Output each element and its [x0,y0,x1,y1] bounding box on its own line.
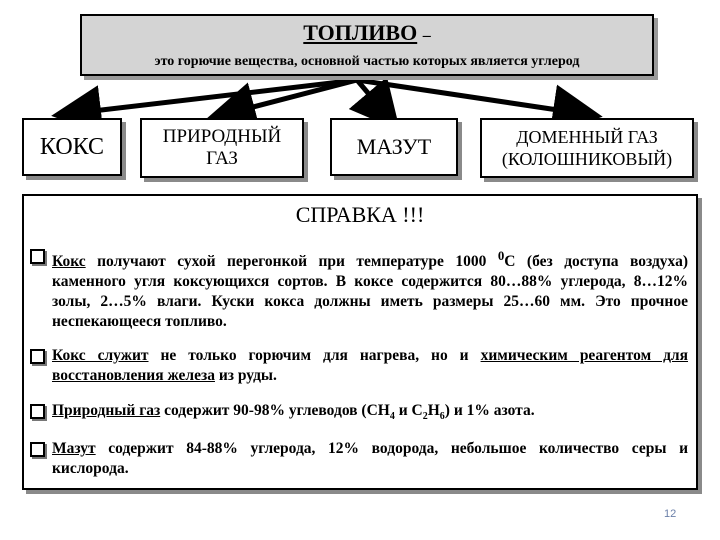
item-text: и С [394,402,423,419]
reference-panel [22,194,698,490]
fuel-definition: это горючие вещества, основной частью которых является углерод [154,53,580,69]
checkbox-bullet-icon [30,442,45,457]
item-text-cont: С (без доступа воздуха) каменного угля коксующихся сортов. В коксе содержится 80…88% углерода, 8…12% золы, 2…5% влаги. Куски кокса должны иметь размеры 25…60 мм. Это прочное неспекающееся топливо. [52,253,688,331]
subscript: 2 [422,411,428,423]
arrow-to-coke [76,80,357,113]
fuel-natural-gas-label-line2: ГАЗ [206,148,238,169]
reference-item-coke-usage [30,346,688,386]
term-natural-gas: Природный газ [52,402,161,419]
checkbox-bullet-icon [30,404,45,419]
item-text: ) и 1% азота. [444,402,535,419]
subscript: 4 [389,411,395,423]
checkbox-bullet-icon [30,349,45,364]
fuel-mazut-label: МАЗУТ [356,134,432,159]
item-text-cont: из руды. [214,367,277,384]
fuel-natural-gas-label-line1: ПРИРОДНЫЙ [162,126,282,147]
fuel-coke-label: КОКС [39,133,105,160]
fuel-blast-gas-label-line1: ДОМЕННЫЙ ГАЗ [516,127,658,147]
fuel-blast-gas-label-line2: (КОЛОШНИКОВЫЙ) [501,149,673,169]
fuel-natural-gas-box [140,118,304,178]
reference-item-mazut [30,439,688,479]
degree-sup: 0 [497,248,505,263]
fuel-coke-box [22,118,122,176]
term-coke: Кокс [52,253,86,271]
reference-item-natural-gas [30,401,688,427]
term-chemical-reagent: химическим реагентом для восстановления железа [52,347,689,384]
item-text: содержит 84-88% углерода, 12% водорода, небольшое количество серы и кислорода. [52,440,688,477]
fuel-mazut-box [330,118,458,176]
term-coke-serves: Кокс служит [52,347,149,364]
item-text: получают сухой перегонкой при температуре 1000 [85,253,498,271]
checkbox-bullet-icon [30,249,45,264]
reference-item-coke-production [30,246,688,332]
arrow-to-blast-gas [357,80,578,113]
page-number: 12 [664,508,677,520]
item-text: не только горючим для нагрева, но и [148,347,481,364]
item-text: Н [427,402,440,419]
subscript: 6 [439,411,445,423]
item-text: содержит 90-98% углеводов (СН [160,402,390,419]
term-mazut: Мазут [52,440,96,457]
fuel-definition-box [80,14,654,76]
reference-title: СПРАВКА !!! [295,202,425,227]
fuel-blast-furnace-gas-box [480,118,694,178]
page-title: ТОПЛИВО – [303,19,431,45]
